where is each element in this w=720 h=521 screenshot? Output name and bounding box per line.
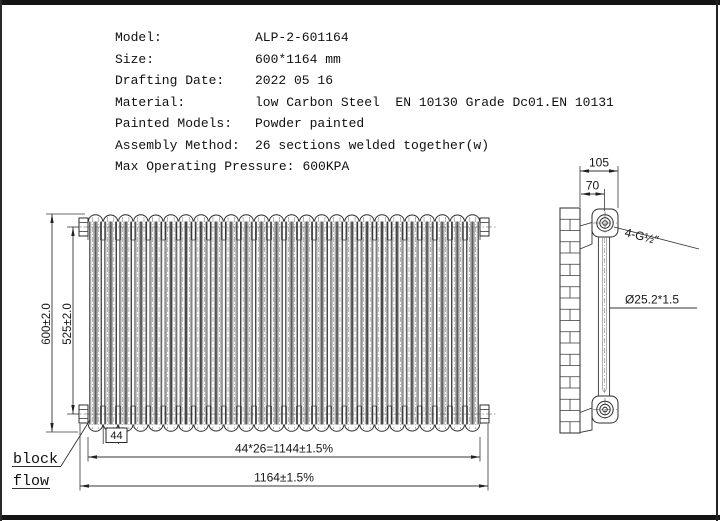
dimension-arrowhead bbox=[580, 169, 589, 172]
section-top-arc bbox=[103, 215, 117, 222]
label-tube-diameter: Ø25.2*1.5 bbox=[624, 292, 680, 307]
section-top-arc bbox=[315, 215, 329, 222]
spec-value: Powder painted bbox=[255, 116, 365, 131]
dimension-arrowhead bbox=[80, 484, 89, 487]
spec-value: 600*1164 mm bbox=[255, 51, 341, 67]
dimension-arrowhead bbox=[50, 423, 53, 432]
spec-value: low Carbon Steel EN 10130 Grade Dc01.EN 10131 bbox=[255, 94, 614, 110]
side-dimensions bbox=[580, 156, 699, 309]
section-top-arc bbox=[134, 215, 148, 222]
section-top-arc bbox=[88, 215, 102, 222]
dim-center-from-wall: 70 bbox=[585, 178, 600, 193]
spec-label: Assembly Method: bbox=[115, 137, 240, 153]
section-bottom-arc bbox=[375, 425, 389, 432]
section-top-arc bbox=[224, 215, 238, 222]
dim-sections-width: 44*26=1144±1.5% bbox=[234, 441, 334, 456]
section-bottom-arc bbox=[88, 425, 102, 432]
section-bottom-arc bbox=[330, 425, 344, 432]
section-bottom-arc bbox=[269, 425, 283, 432]
spec-value: 2022 05 16 bbox=[255, 73, 334, 88]
section-top-arc bbox=[194, 215, 208, 222]
spec-label: Model: bbox=[115, 30, 162, 45]
section-top-arc bbox=[420, 215, 434, 222]
section-top-arc bbox=[360, 215, 374, 222]
spec-label: Material: bbox=[115, 94, 186, 110]
section-top-arc bbox=[465, 215, 479, 222]
dimension-arrowhead bbox=[471, 455, 480, 458]
dim-depth: 105 bbox=[588, 155, 610, 170]
section-bottom-arc bbox=[149, 425, 163, 432]
section-top-arc bbox=[149, 215, 163, 222]
dimension-arrowhead bbox=[479, 484, 488, 487]
section-bottom-arc bbox=[224, 425, 238, 432]
label-connection-thread: 4-G½″ bbox=[623, 225, 660, 248]
spec-label: Drafting Date: bbox=[115, 73, 225, 88]
section-bottom-arc bbox=[239, 425, 253, 432]
section-bottom-arc bbox=[164, 425, 178, 432]
section-bottom-arc bbox=[450, 425, 464, 432]
section-bottom-arc bbox=[420, 425, 434, 432]
label-flow: flow bbox=[13, 473, 50, 490]
section-top-arc bbox=[390, 215, 404, 222]
section-bottom-arc bbox=[179, 425, 193, 432]
section-bottom-arc bbox=[284, 425, 298, 432]
spec-value: ALP-2-601164 bbox=[255, 30, 349, 45]
label-block: block bbox=[13, 451, 59, 468]
section-top-arc bbox=[450, 215, 464, 222]
dim-height-overall: 600±2.0 bbox=[41, 303, 53, 345]
section-top-arc bbox=[119, 215, 133, 222]
section-top-arc bbox=[405, 215, 419, 222]
section-top-arc bbox=[345, 215, 359, 222]
section-bottom-arc bbox=[254, 425, 268, 432]
dim-section-pitch: 44 bbox=[110, 430, 123, 442]
section-bottom-arc bbox=[435, 425, 449, 432]
section-bottom-arc bbox=[465, 425, 479, 432]
wall-bracket-top bbox=[580, 223, 592, 250]
section-top-arc bbox=[299, 215, 313, 222]
section-top-arc bbox=[269, 215, 283, 222]
dimension-arrowhead bbox=[609, 169, 618, 172]
section-bottom-arc bbox=[345, 425, 359, 432]
dimension-arrowhead bbox=[88, 455, 97, 458]
section-bottom-arc bbox=[360, 425, 374, 432]
section-bottom-arc bbox=[315, 425, 329, 432]
section-bottom-arc bbox=[405, 425, 419, 432]
front-centerlines bbox=[72, 227, 496, 414]
dimension-arrowhead bbox=[581, 192, 590, 195]
dimension-arrowhead bbox=[596, 192, 605, 195]
section-bottom-arc bbox=[299, 425, 313, 432]
section-top-arc bbox=[254, 215, 268, 222]
section-top-arc bbox=[284, 215, 298, 222]
section-bottom-arc bbox=[134, 425, 148, 432]
spec-label: Painted Models: bbox=[115, 116, 233, 131]
section-bottom-arc bbox=[390, 425, 404, 432]
section-bottom-arc bbox=[194, 425, 208, 432]
dimension-arrowhead bbox=[71, 227, 74, 236]
section-top-arc bbox=[330, 215, 344, 222]
section-top-arc bbox=[209, 215, 223, 222]
dim-overall-width: 1164±1.5% bbox=[254, 470, 314, 485]
section-top-arc bbox=[164, 215, 178, 222]
section-top-arc bbox=[179, 215, 193, 222]
block-flow-annotation bbox=[12, 420, 90, 490]
block-flow-leader-line bbox=[61, 420, 90, 466]
spec-label: Size: bbox=[115, 51, 155, 67]
spec-value: 600KPA bbox=[302, 159, 350, 174]
section-top-arc bbox=[375, 215, 389, 222]
dim-height-centers: 525±2.0 bbox=[62, 303, 74, 345]
section-top-arc bbox=[435, 215, 449, 222]
wall-brick-pattern bbox=[560, 219, 580, 433]
dimension-arrowhead bbox=[50, 214, 53, 223]
wall-bracket-bottom bbox=[580, 408, 592, 433]
section-top-arc bbox=[239, 215, 253, 222]
dimension-arrowhead bbox=[71, 405, 74, 414]
radiator-side-view bbox=[560, 208, 618, 433]
radiator-front-view bbox=[88, 215, 480, 432]
spec-label: Max Operating Pressure: bbox=[115, 159, 295, 174]
section-bottom-arc bbox=[209, 425, 223, 432]
spec-value: 26 sections welded together(w) bbox=[255, 137, 490, 153]
